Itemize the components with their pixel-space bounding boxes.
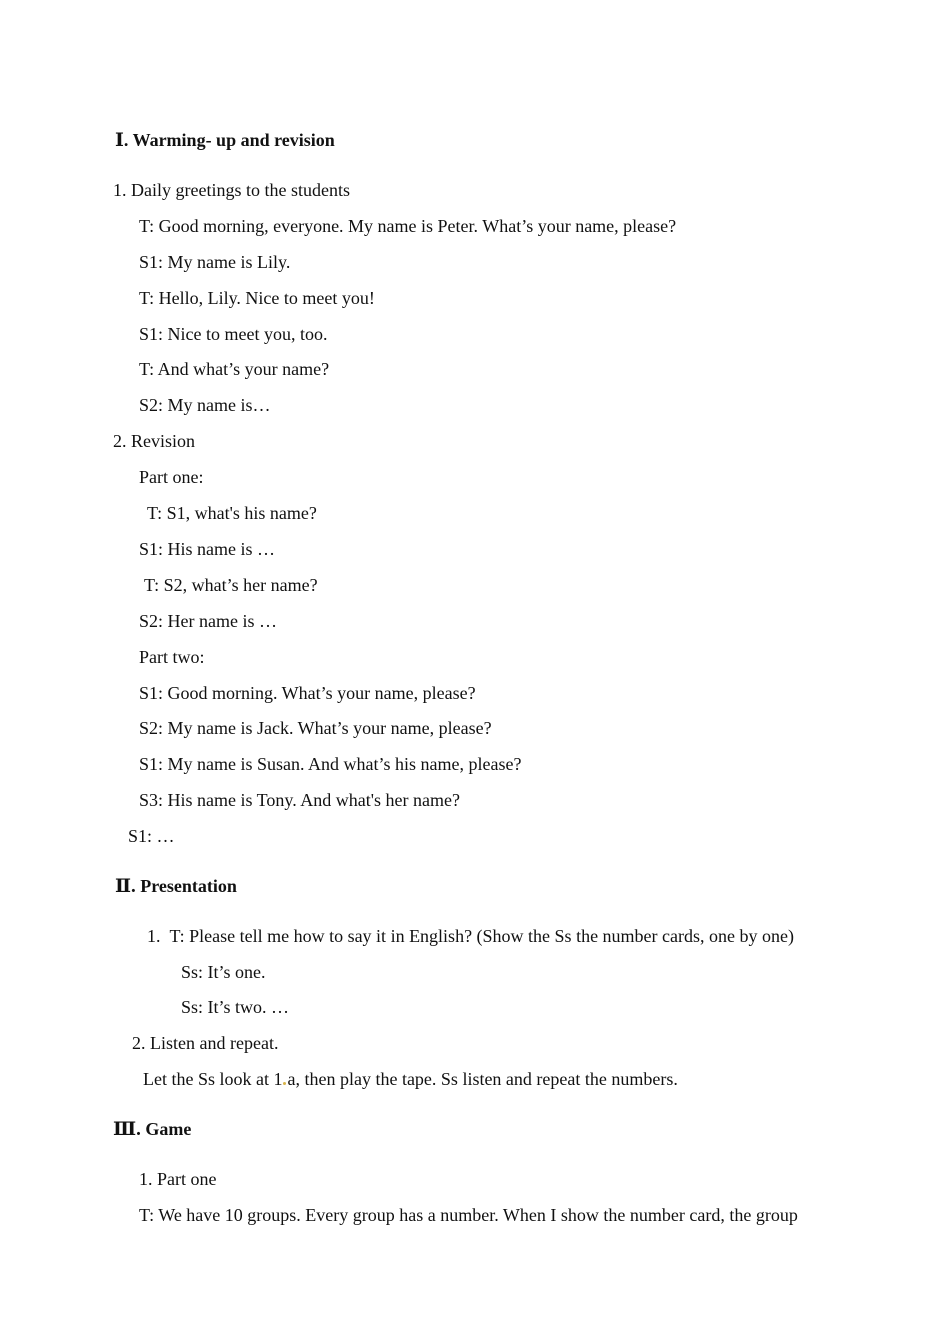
dialog-line: S1: His name is … [139,539,276,559]
dialog-line: S1: … [128,826,175,846]
item-revision: 2. Revision [113,431,196,451]
presentation-item-2: 2. Listen and repeat. [132,1033,279,1053]
section-1-title: . Warming- up and revision [123,130,335,150]
answer-line: Ss: It’s one. [181,962,266,982]
game-item-1: 1. Part one [139,1169,217,1189]
section-3-numeral: Ⅲ. [113,1119,141,1140]
item-text: T: Please tell me how to say it in English? (Show the Ss the number cards, one by one) [169,926,794,946]
dialog-line: S2: Her name is … [139,611,277,631]
dialog-line: S2: My name is Jack. What’s your name, please? [139,718,492,738]
section-2-numeral: Ⅱ. [115,876,136,897]
part-two-label: Part two: [139,647,205,667]
dialog-line: S3: His name is Tony. And what's her name? [139,790,460,810]
section-2-heading [115,875,237,898]
dialog-line: T: Hello, Lily. Nice to meet you! [139,288,375,308]
instruction-pre: Let the Ss look at 1 [143,1069,283,1089]
answer-line: Ss: It’s two. … [181,997,290,1017]
instruction-post: a, then play the tape. Ss listen and repeat the numbers. [287,1069,678,1089]
game-text: T: We have 10 groups. Every group has a number. When I show the number card, the group [139,1205,798,1225]
dialog-line: T: And what’s your name? [139,359,330,379]
dialog-line: T: S1, what's his name? [147,503,317,523]
dialog-line: T: Good morning, everyone. My name is Peter. What’s your name, please? [139,216,677,236]
section-3-heading [113,1118,191,1141]
presentation-item-1 [147,925,794,947]
instruction-line [143,1068,678,1090]
item-daily-greetings: 1. Daily greetings to the students [113,180,350,200]
section-1-heading [115,129,335,152]
dialog-line: S1: My name is Lily. [139,252,291,272]
dialog-line: S1: My name is Susan. And what’s his name, please? [139,754,522,774]
dialog-line: S1: Good morning. What’s your name, please? [139,683,476,703]
section-2-title: Presentation [140,876,237,896]
dialog-line: T: S2, what’s her name? [144,575,318,595]
section-3-title: Game [145,1119,192,1139]
part-one-label: Part one: [139,467,204,487]
section-1-numeral: Ⅰ [115,130,124,151]
dialog-line: S1: Nice to meet you, too. [139,324,328,344]
dialog-line: S2: My name is… [139,395,271,415]
item-number: 1. [147,926,161,946]
